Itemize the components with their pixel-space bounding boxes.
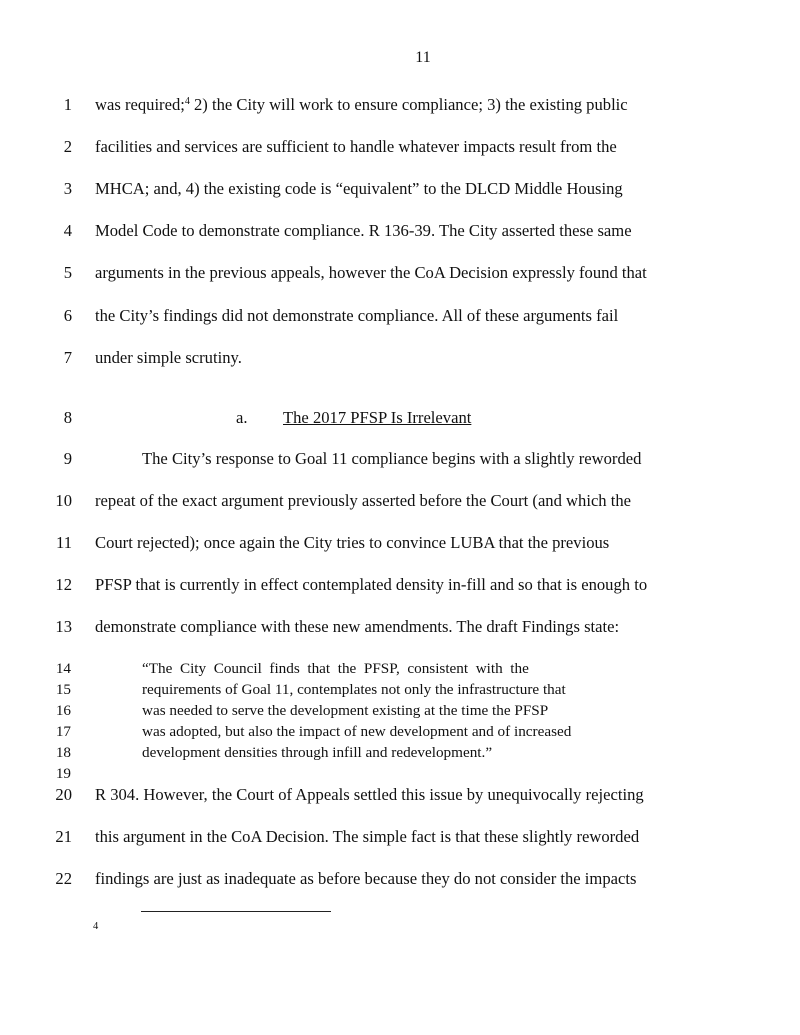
line-number: 22 [55, 869, 72, 888]
page-number: 11 [415, 49, 431, 66]
line-text: Model Code to demonstrate compliance. R 136-39. The City asserted these same [95, 221, 632, 240]
line-number: 10 [55, 491, 72, 510]
line-text: under simple scrutiny. [95, 348, 242, 367]
line-text: arguments in the previous appeals, however the CoA Decision expressly found that [95, 263, 647, 282]
line-text: PFSP that is currently in effect contemplated density in-fill and so that is enough to [95, 575, 648, 594]
footnote-marker: 4 [93, 921, 99, 932]
line-text: this argument in the CoA Decision. The simple fact is that these slightly reworded [95, 827, 640, 846]
line-text-before-footnote: was required; [95, 95, 185, 114]
line-text: repeat of the exact argument previously asserted before the Court (and which the [95, 491, 632, 510]
line-number: 17 [55, 723, 71, 740]
line-text-after-footnote: 2) the City will work to ensure compliance; 3) the existing public [189, 95, 628, 114]
line-text: demonstrate compliance with these new amendments. The draft Findings state: [95, 617, 620, 636]
line-number: 19 [55, 765, 71, 782]
quote-text: requirements of Goal 11, contemplates not only the infrastructure that [142, 681, 566, 698]
line-number: 20 [55, 785, 72, 804]
footnote-divider [141, 911, 331, 912]
line-number: 9 [63, 449, 72, 468]
line-number: 1 [63, 95, 72, 114]
line-text: MHCA; and, 4) the existing code is “equivalent” to the DLCD Middle Housing [95, 179, 623, 198]
quote-text: was needed to serve the development existing at the time the PFSP [142, 702, 549, 719]
line-number: 4 [63, 221, 72, 240]
line-number: 21 [55, 827, 72, 846]
quote-text: was adopted, but also the impact of new development and of increased [142, 723, 572, 740]
line-text: Court rejected); once again the City tries to convince LUBA that the previous [95, 533, 610, 552]
line-number: 3 [63, 179, 72, 198]
quote-text: development densities through infill and redevelopment.” [142, 744, 493, 761]
line-number: 8 [63, 408, 72, 427]
line-number: 6 [63, 306, 72, 325]
line-number: 15 [55, 681, 71, 698]
line-text [95, 95, 628, 115]
line-number: 7 [63, 348, 72, 367]
line-text: R 304. However, the Court of Appeals settled this issue by unequivocally rejecting [95, 785, 644, 804]
line-number: 13 [55, 617, 72, 636]
line-number: 18 [55, 744, 71, 761]
quote-text: “The City Council finds that the PFSP, consistent with the [142, 660, 529, 677]
line-text: facilities and services are sufficient to handle whatever impacts result from the [95, 137, 617, 156]
line-text: the City’s findings did not demonstrate compliance. All of these arguments fail [95, 306, 619, 325]
line-number: 5 [63, 263, 72, 282]
heading-title: The 2017 PFSP Is Irrelevant [283, 408, 472, 427]
line-number: 16 [55, 702, 71, 719]
line-text: findings are just as inadequate as before because they do not consider the impacts [95, 869, 637, 888]
heading-letter: a. [236, 408, 248, 427]
line-text: The City’s response to Goal 11 compliance begins with a slightly reworded [142, 449, 642, 468]
line-number: 2 [63, 137, 72, 156]
line-number: 11 [56, 533, 72, 552]
line-number: 12 [55, 575, 72, 594]
line-number: 14 [55, 660, 71, 677]
footnote-reference[interactable]: 4 [184, 96, 190, 107]
